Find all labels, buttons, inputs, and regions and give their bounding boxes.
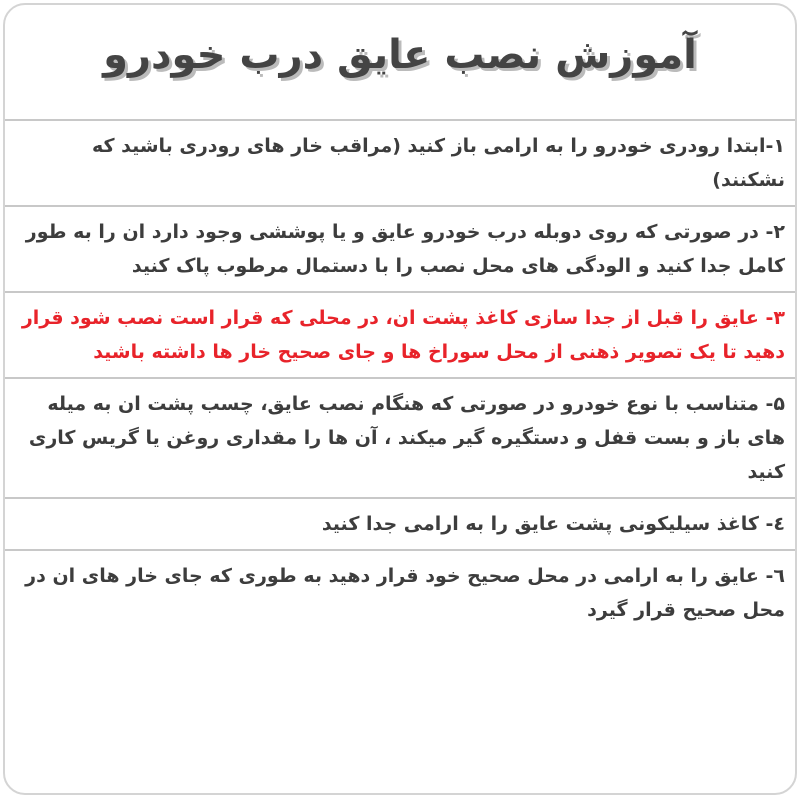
step-text: ۲- در صورتی که روی دوبله درب خودرو عایق و یا پوششی وجود دارد ان را به طور کامل جدا کنید و الودگی های محل نصب را با دستمال مرطوب پاک کنید [25, 221, 785, 277]
step-text: ٦- عایق را به ارامی در محل صحیح خود قرار دهید به طوری که جای خار های ان در محل صحیح قرار گیرد [25, 565, 785, 621]
step-text: ۱-ابتدا رودری خودرو را به ارامی باز کنید (مراقب خار های رودری باشید که نشکنند) [91, 135, 785, 191]
step-1 [5, 119, 795, 205]
content-frame [3, 3, 797, 795]
step-text: ۵- متناسب با نوع خودرو در صورتی که هنگام نصب عایق، چسب پشت ان به میله های باز و بست قفل و دستگیره گیر میکند ، آن ها را مقداری روغن یا گریس کاری کنید [28, 393, 785, 483]
step-4 [5, 497, 795, 549]
step-text: ۳- عایق را قبل از جدا سازی کاغذ پشت ان، در محلی که قرار است نصب شود قرار دهید تا یک تصویر ذهنی از محل سوراخ ها و جای صحیح خار ها داشته باشید [21, 307, 785, 363]
page-title: آموزش نصب عایق درب خودرو [103, 32, 697, 78]
step-3 [5, 291, 795, 377]
step-2 [5, 205, 795, 291]
step-6 [5, 549, 795, 635]
step-text: ٤- کاغذ سیلیکونی پشت عایق را به ارامی جدا کنید [321, 513, 785, 535]
step-5 [5, 377, 795, 497]
